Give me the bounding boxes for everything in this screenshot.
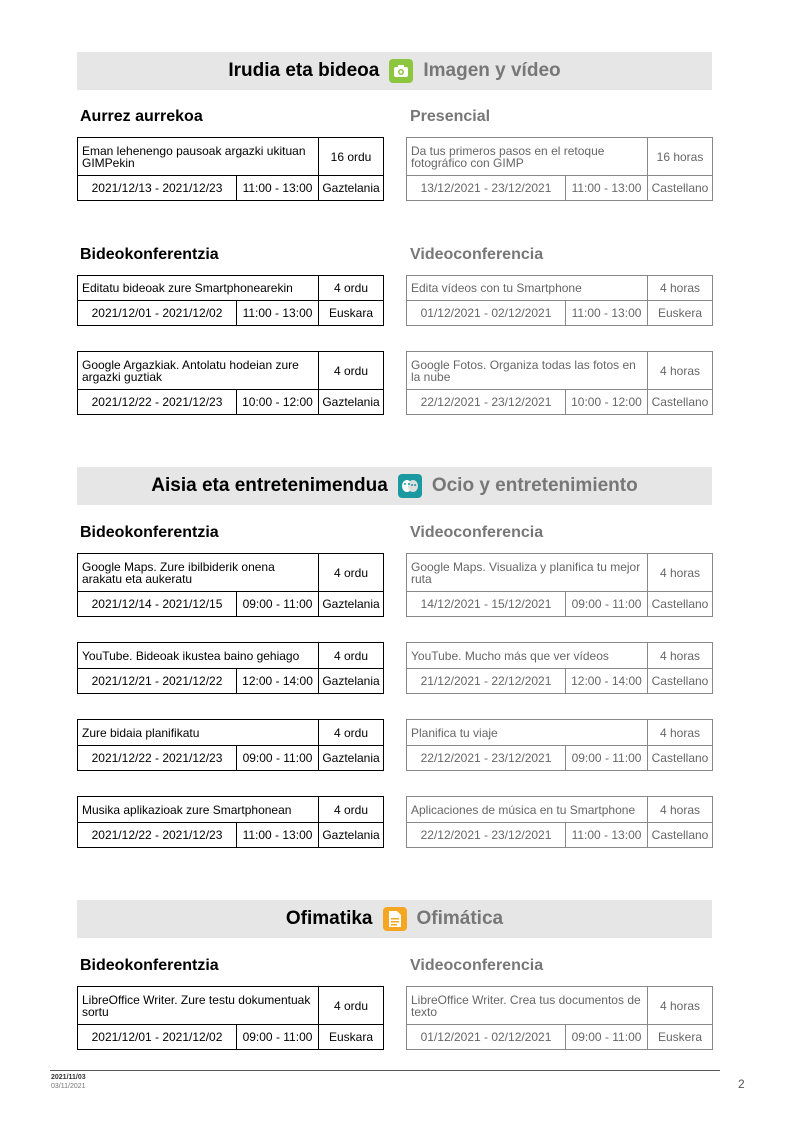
course-time: 09:00 - 11:00 (237, 1025, 319, 1050)
course-dates: 2021/12/21 - 2021/12/22 (78, 669, 237, 694)
section-header (77, 52, 712, 90)
course-time: 09:00 - 11:00 (237, 592, 319, 617)
group-heading-eu: Bideokonferentzia (80, 524, 219, 541)
course-table-es (406, 796, 713, 848)
course-hours: 4 ordu (319, 554, 384, 592)
section-header (77, 467, 712, 505)
course-table-es (406, 351, 713, 415)
course-dates: 2021/12/01 - 2021/12/02 (78, 1025, 237, 1050)
course-title: Google Maps. Visualiza y planifica tu mejor ruta (407, 554, 648, 592)
footer-date-eu: 2021/11/03 (51, 1074, 86, 1081)
course-dates: 2021/12/13 - 2021/12/23 (78, 176, 237, 201)
course-table-eu (77, 642, 384, 694)
course-dates: 2021/12/22 - 2021/12/23 (78, 823, 237, 848)
course-dates: 13/12/2021 - 23/12/2021 (407, 176, 566, 201)
course-language: Euskara (319, 1025, 384, 1050)
course-dates: 01/12/2021 - 02/12/2021 (407, 301, 566, 326)
course-dates: 21/12/2021 - 22/12/2021 (407, 669, 566, 694)
course-time: 11:00 - 13:00 (566, 176, 648, 201)
course-title: Aplicaciones de música en tu Smartphone (407, 797, 648, 823)
course-language: Euskera (648, 301, 713, 326)
course-time: 10:00 - 12:00 (237, 390, 319, 415)
course-language: Gaztelania (319, 390, 384, 415)
course-time: 09:00 - 11:00 (566, 1025, 648, 1050)
course-hours: 4 ordu (319, 987, 384, 1025)
course-time: 09:00 - 11:00 (566, 592, 648, 617)
course-language: Gaztelania (319, 176, 384, 201)
course-time: 11:00 - 13:00 (566, 301, 648, 326)
course-title: LibreOffice Writer. Crea tus documentos de texto (407, 987, 648, 1025)
course-hours: 4 horas (648, 987, 713, 1025)
course-hours: 4 horas (648, 276, 713, 301)
course-time: 12:00 - 14:00 (237, 669, 319, 694)
course-language: Gaztelania (319, 669, 384, 694)
course-table-es (406, 642, 713, 694)
course-title: Google Argazkiak. Antolatu hodeian zure argazki guztiak (78, 352, 319, 390)
section-title-es: Ocio y entretenimiento (431, 475, 638, 496)
page-number: 2 (738, 1077, 745, 1091)
course-language: Castellano (648, 390, 713, 415)
section-title-eu: Irudia eta bideoa (228, 60, 380, 81)
course-dates: 2021/12/14 - 2021/12/15 (78, 592, 237, 617)
footer-date-es: 03/11/2021 (51, 1083, 86, 1090)
course-time: 12:00 - 14:00 (566, 669, 648, 694)
footer-divider (50, 1070, 720, 1071)
section-title-es: Imagen y vídeo (423, 60, 561, 81)
course-dates: 14/12/2021 - 15/12/2021 (407, 592, 566, 617)
group-heading-es: Presencial (410, 108, 491, 125)
course-dates: 2021/12/22 - 2021/12/23 (78, 746, 237, 771)
section-header (77, 900, 712, 938)
course-table-es (406, 137, 713, 201)
course-time: 11:00 - 13:00 (566, 823, 648, 848)
course-language: Castellano (648, 669, 713, 694)
course-table-eu (77, 796, 384, 848)
course-dates: 22/12/2021 - 23/12/2021 (407, 746, 566, 771)
course-hours: 4 ordu (319, 352, 384, 390)
course-time: 11:00 - 13:00 (237, 176, 319, 201)
course-table-es (406, 986, 713, 1050)
course-table-eu (77, 553, 384, 617)
course-time: 11:00 - 13:00 (237, 301, 319, 326)
course-title: LibreOffice Writer. Zure testu dokumentuak sortu (78, 987, 319, 1025)
group-heading-eu: Bideokonferentzia (80, 957, 219, 974)
course-table-eu (77, 351, 384, 415)
course-dates: 2021/12/22 - 2021/12/23 (78, 390, 237, 415)
course-hours: 4 horas (648, 554, 713, 592)
course-table-es (406, 719, 713, 771)
course-time: 09:00 - 11:00 (566, 746, 648, 771)
course-hours: 4 ordu (319, 720, 384, 746)
camera-icon (389, 59, 413, 83)
course-language: Castellano (648, 176, 713, 201)
theater-masks-icon (398, 474, 422, 498)
course-title: Zure bidaia planifikatu (78, 720, 319, 746)
course-language: Castellano (648, 823, 713, 848)
course-hours: 4 horas (648, 797, 713, 823)
course-table-eu (77, 137, 384, 201)
course-title: Google Fotos. Organiza todas las fotos en la nube (407, 352, 648, 390)
course-hours: 4 ordu (319, 643, 384, 669)
course-title: Eman lehenengo pausoak argazki ukituan GIMPekin (78, 138, 319, 176)
course-hours: 16 horas (648, 138, 713, 176)
course-hours: 16 ordu (319, 138, 384, 176)
section-title-eu: Ofimatika (285, 908, 373, 929)
course-dates: 01/12/2021 - 02/12/2021 (407, 1025, 566, 1050)
course-table-eu (77, 719, 384, 771)
course-language: Gaztelania (319, 823, 384, 848)
group-heading-es: Videoconferencia (410, 524, 544, 541)
course-language: Euskara (319, 301, 384, 326)
course-time: 09:00 - 11:00 (237, 746, 319, 771)
course-title: Google Maps. Zure ibilbiderik onena arakatu eta aukeratu (78, 554, 319, 592)
course-table-eu (77, 275, 384, 326)
course-title: Planifica tu viaje (407, 720, 648, 746)
group-heading-eu: Bideokonferentzia (80, 246, 219, 263)
course-language: Castellano (648, 746, 713, 771)
course-time: 11:00 - 13:00 (237, 823, 319, 848)
course-hours: 4 ordu (319, 797, 384, 823)
document-icon (383, 907, 407, 931)
course-hours: 4 horas (648, 352, 713, 390)
course-title: Edita vídeos con tu Smartphone (407, 276, 648, 301)
course-dates: 2021/12/01 - 2021/12/02 (78, 301, 237, 326)
course-dates: 22/12/2021 - 23/12/2021 (407, 823, 566, 848)
course-hours: 4 ordu (319, 276, 384, 301)
group-heading-es: Videoconferencia (410, 957, 544, 974)
course-language: Gaztelania (319, 746, 384, 771)
course-title: YouTube. Bideoak ikustea baino gehiago (78, 643, 319, 669)
course-title: Musika aplikazioak zure Smartphonean (78, 797, 319, 823)
course-title: Da tus primeros pasos en el retoque fotográfico con GIMP (407, 138, 648, 176)
course-dates: 22/12/2021 - 23/12/2021 (407, 390, 566, 415)
course-language: Castellano (648, 592, 713, 617)
section-title-es: Ofimática (416, 908, 504, 929)
course-language: Gaztelania (319, 592, 384, 617)
group-heading-eu: Aurrez aurrekoa (80, 108, 203, 125)
course-title: YouTube. Mucho más que ver vídeos (407, 643, 648, 669)
group-heading-es: Videoconferencia (410, 246, 544, 263)
course-hours: 4 horas (648, 720, 713, 746)
course-time: 10:00 - 12:00 (566, 390, 648, 415)
course-table-es (406, 553, 713, 617)
course-title: Editatu bideoak zure Smartphonearekin (78, 276, 319, 301)
section-title-eu: Aisia eta entretenimendua (151, 475, 388, 496)
course-hours: 4 horas (648, 643, 713, 669)
course-table-eu (77, 986, 384, 1050)
course-table-es (406, 275, 713, 326)
course-language: Euskera (648, 1025, 713, 1050)
